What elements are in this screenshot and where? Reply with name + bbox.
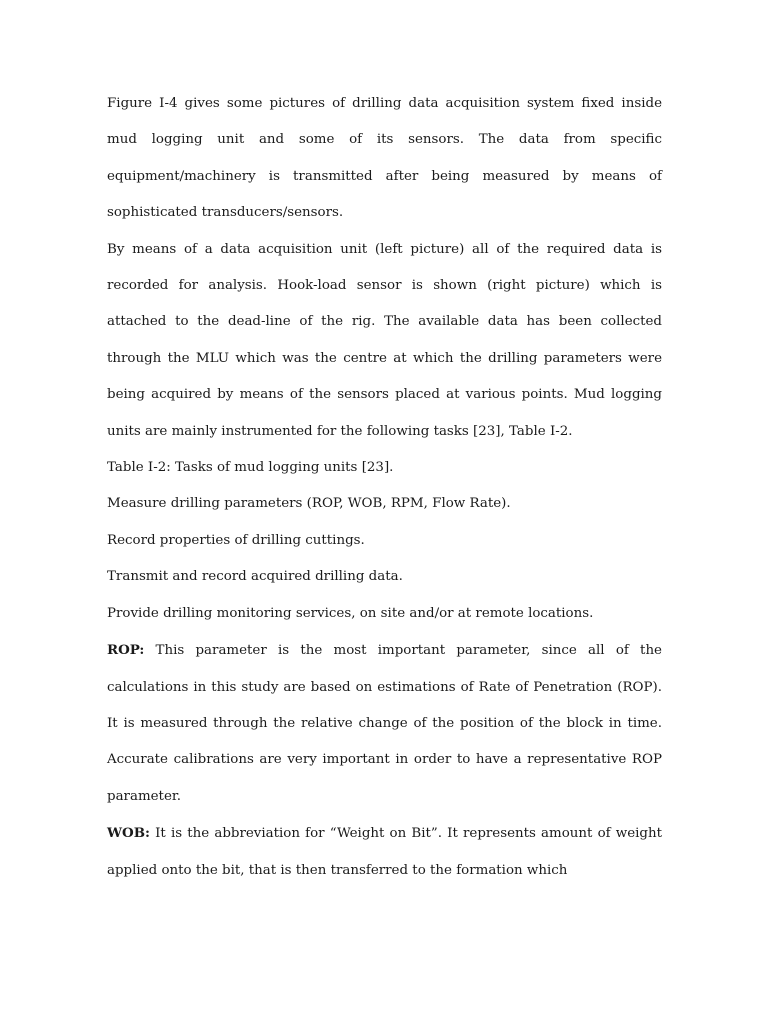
table-row: Provide drilling monitoring services, on site and/or at remote locations. [107, 605, 594, 621]
document-page [107, 86, 662, 889]
table-row: Record properties of drilling cuttings. [107, 532, 365, 548]
paragraph-intro: Figure I-4 gives some pictures of drilling data acquisition system fixed inside mud logging unit and some of its sensors. The data from specific equipment/machinery is transmitted after being measured by means of sophisticated transducers/sensors. [107, 96, 662, 221]
definition-wob [107, 815, 662, 889]
definition-rop [107, 632, 662, 815]
table-row: Transmit and record acquired drilling data. [107, 569, 403, 585]
definition-text: This parameter is the most important parameter, since all of the calculations in this study are based on estimations of Rate of Penetration (ROP). It is measured through the relative change of the position of the block in time. Accurate calibrations are very important in order to have a representative ROP parameter. [107, 643, 662, 804]
definition-term: ROP: [107, 642, 145, 659]
table-caption: Table I-2: Tasks of mud logging units [23]. [107, 460, 394, 476]
definition-text: It is the abbreviation for “Weight on Bit”. It represents amount of weight applied onto the bit, that is then transferred to the formation which [107, 826, 662, 878]
definition-term: WOB: [107, 825, 150, 842]
table-row: Measure drilling parameters (ROP, WOB, RPM, Flow Rate). [107, 496, 511, 512]
paragraph-acquisition: By means of a data acquisition unit (left picture) all of the required data is recorded for analysis. Hook-load sensor is shown (right picture) which is attached to the dead-line of the rig. The available data has been collected through the MLU which was the centre at which the drilling parameters were being acquired by means of the sensors placed at various points. Mud logging units are mainly instrumented for the following tasks [23], Table I-2. [107, 241, 662, 439]
